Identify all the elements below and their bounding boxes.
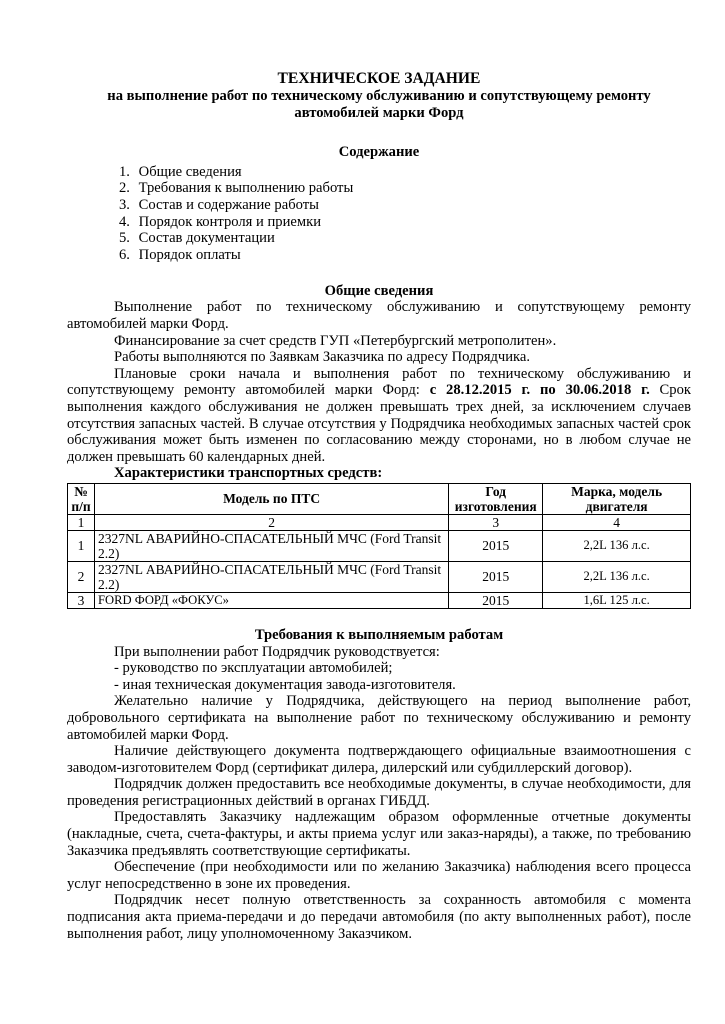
header-model: Модель по ПТС — [94, 483, 448, 514]
toc-item: 3. Состав и содержание работы — [119, 197, 319, 213]
work-period: с 28.12.2015 г. по 30.06.2018 г. — [429, 382, 650, 399]
table-of-contents — [67, 164, 691, 264]
requirements-paragraph-5: Предоставлять Заказчику надлежащим образом оформленные отчетные документы (накладные, счета, счета-фактуры, и акты приема услуг или заказ-наряды), а также, по требованию Заказчика предъявлять соответствующие сертификаты. — [67, 809, 691, 859]
requirements-heading: Требования к выполняемым работам — [254, 626, 504, 643]
toc-item: 4. Порядок контроля и приемки — [119, 213, 322, 230]
requirements-dash-2: - иная техническая документация завода-изготовителя. — [114, 676, 456, 693]
general-heading: Общие сведения — [324, 282, 434, 299]
document-subtitle-line2: автомобилей марки Форд — [294, 105, 464, 121]
header-engine: Марка, модель двигателя — [543, 483, 691, 514]
table-row: 1 2327NL АВАРИЙНО-СПАСАТЕЛЬНЫЙ МЧС (Ford Transit 2.2) 2015 2,2L 136 л.с. — [68, 530, 691, 561]
toc-item: 2. Требования к выполнению работы — [119, 180, 354, 197]
document-page — [67, 70, 691, 942]
toc-heading: Содержание — [338, 144, 420, 160]
requirements-paragraph-6: Обеспечение (при необходимости или по желанию Заказчика) наблюдения всего процесса услуг непосредственно в зоне их проведения. — [67, 859, 691, 892]
table-row: 2 2327NL АВАРИЙНО-СПАСАТЕЛЬНЫЙ МЧС (Ford Transit 2.2) 2015 2,2L 136 л.с. — [68, 561, 691, 592]
document-subtitle-line1: на выполнение работ по техническому обслуживанию и сопутствующему ремонту — [107, 88, 651, 104]
general-paragraph-4: Плановые сроки начала и выполнения работ по техническому обслуживанию и сопутствующему ремонту автомобилей марки Форд: с 28.12.2015 г. по 30.06.2018 г. Срок выполнения каждого обслуживания не должен превышать трех дней, за исключением случаев отсутствия запасных частей. В случае отсутствия у Подрядчика необходимых запасных частей срок обслуживания может быть изменен по согласованию между сторонами, но в любом случае не должен превышать 60 календарных дней. — [67, 365, 691, 465]
general-paragraph-1: Выполнение работ по техническому обслуживанию и сопутствующему ремонту автомобилей марки Форд. — [67, 299, 691, 332]
table-row: 3 FORD ФОРД «ФОКУС» 2015 1,6L 125 л.с. — [68, 592, 691, 608]
vehicles-heading: Характеристики транспортных средств: — [114, 465, 383, 482]
toc-item: 5. Состав документации — [119, 230, 275, 247]
vehicles-table — [67, 483, 691, 609]
requirements-paragraph-7: Подрядчик несет полную ответственность за сохранность автомобиля с момента подписания акта приема-передачи и до передачи автомобиля (по акту выполненных работ), после выполнения работ, лицу уполномоченному Заказчиком. — [67, 892, 691, 942]
table-index-row: 1 2 3 4 — [68, 514, 691, 530]
document-title: ТЕХНИЧЕСКОЕ ЗАДАНИЕ — [277, 70, 481, 87]
requirements-paragraph-4: Подрядчик должен предоставить все необходимые документы, в случае необходимости, для проведения регистрационных действий в органах ГИБДД. — [67, 776, 691, 809]
header-number: № п/п — [68, 483, 95, 514]
toc-item: 6. Порядок оплаты — [119, 247, 241, 264]
table-header-row — [68, 483, 691, 514]
header-year: Год изготовления — [449, 483, 543, 514]
general-paragraph-3: Работы выполняются по Заявкам Заказчика по адресу Подрядчика. — [114, 349, 531, 366]
requirements-paragraph-1: При выполнении работ Подрядчик руководствуется: — [114, 643, 440, 660]
requirements-dash-1: - руководство по эксплуатации автомобилей; — [114, 660, 393, 677]
general-paragraph-2: Финансирование за счет средств ГУП «Петербургский метрополитен». — [114, 332, 557, 349]
toc-item: 1. Общие сведения — [119, 163, 242, 180]
requirements-paragraph-2: Желательно наличие у Подрядчика, действующего на период выполнение работ, добровольного сертификата на выполнение работ по техническому обслуживанию и ремонту автомобилей марки Форд. — [67, 693, 691, 743]
requirements-paragraph-3: Наличие действующего документа подтверждающего официальные взаимоотношения с заводом-изготовителем Форд (сертификат дилера, дилерский или субдиллерский договор). — [67, 743, 691, 776]
